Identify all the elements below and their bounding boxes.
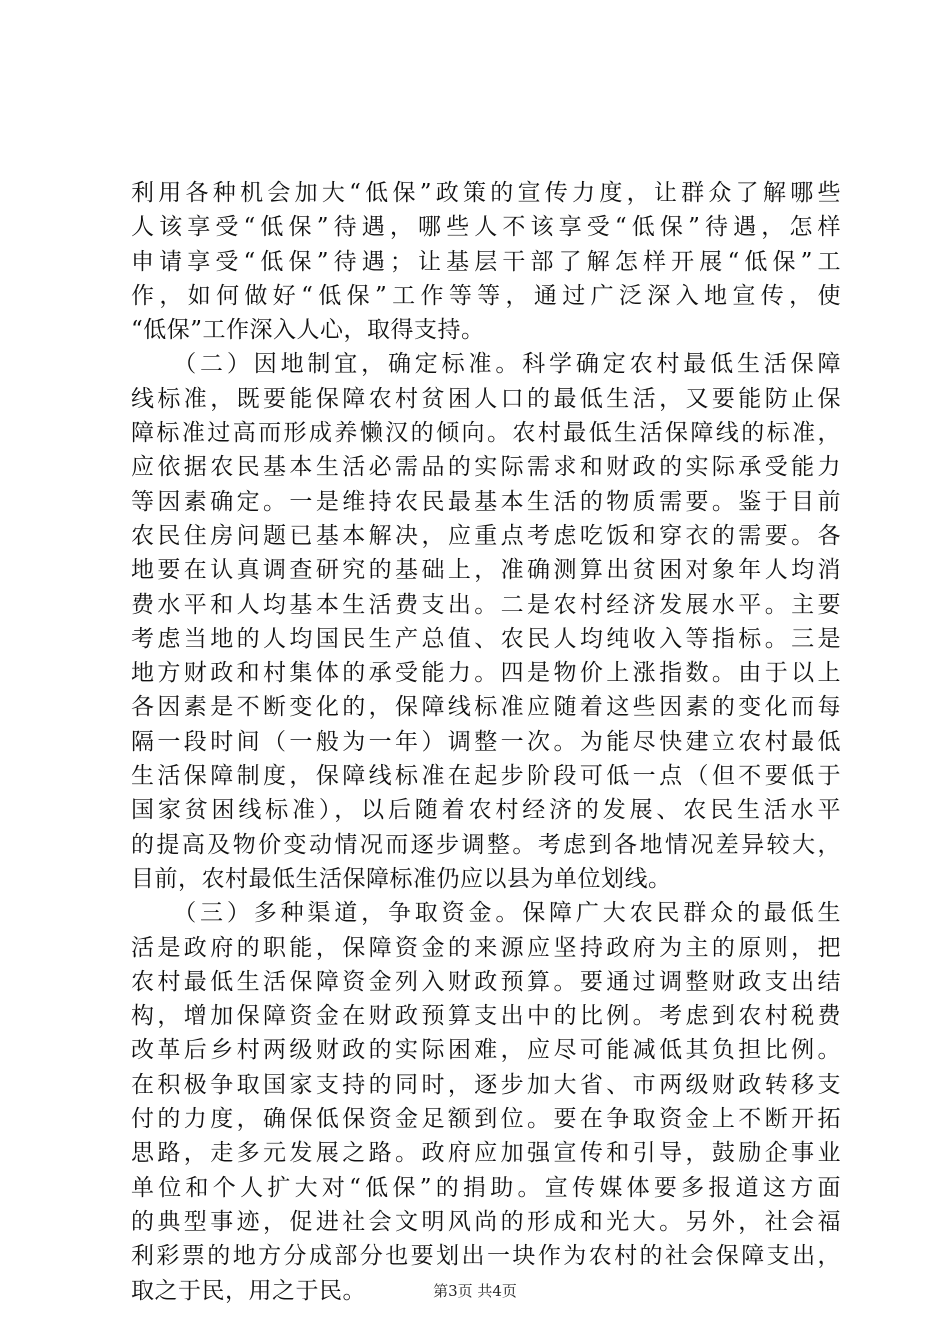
text-line: 目前，农村最低生活保障标准仍应以县为单位划线。 <box>131 865 672 892</box>
text-line: 地要在认真调查研究的基础上，准确测算出贫困对象年人均消 <box>131 557 841 584</box>
text-line: 考虑当地的人均国民生产总值、农民人均纯收入等指标。三是 <box>131 625 841 652</box>
text-line: 线标准，既要能保障农村贫困人口的最低生活，又要能防止保 <box>131 385 841 412</box>
text-line: 的典型事迹，促进社会文明风尚的形成和光大。另外，社会福 <box>131 1208 841 1235</box>
text-line: 各因素是不断变化的，保障线标准应随着这些因素的变化而每 <box>131 694 841 721</box>
text-line: 构，增加保障资金在财政预算支出中的比例。考虑到农村税费 <box>131 1003 841 1030</box>
document-body <box>131 176 841 1308</box>
text-line: 单位和个人扩大对“低保”的捐助。宣传媒体要多报道这方面 <box>131 1174 841 1201</box>
text-line: 农村最低生活保障资金列入财政预算。要通过调整财政支出结 <box>131 968 841 995</box>
text-line: 人该享受“低保”待遇，哪些人不该享受“低保”待遇，怎样 <box>131 214 841 241</box>
text-line: 活是政府的职能，保障资金的来源应坚持政府为主的原则，把 <box>131 934 841 961</box>
text-line: 地方财政和村集体的承受能力。四是物价上涨指数。由于以上 <box>131 660 841 687</box>
text-line: 利用各种机会加大“低保”政策的宣传力度，让群众了解哪些 <box>131 180 841 206</box>
text-line: 思路，走多元发展之路。政府应加强宣传和引导，鼓励企事业 <box>131 1140 841 1167</box>
text-line: 生活保障制度，保障线标准在起步阶段可低一点（但不要低于 <box>131 763 841 790</box>
text-line: 国家贫困线标准），以后随着农村经济的发展、农民生活水平 <box>131 797 841 824</box>
text-line: 作，如何做好“低保”工作等等，通过广泛深入地宣传，使 <box>131 282 841 309</box>
text-line: 费水平和人均基本生活费支出。二是农村经济发展水平。主要 <box>131 591 841 618</box>
text-line: 应依据农民基本生活必需品的实际需求和财政的实际承受能力 <box>131 454 841 481</box>
page-footer: 第3页 共4页 <box>433 1282 517 1300</box>
text-line: 等因素确定。一是维持农民最基本生活的物质需要。鉴于目前 <box>131 488 841 515</box>
text-line: 利彩票的地方分成部分也要划出一块作为农村的社会保障支出， <box>131 1243 841 1270</box>
text-line: 农民住房问题已基本解决，应重点考虑吃饭和穿衣的需要。各 <box>131 522 841 549</box>
text-line: “低保”工作深入人心，取得支持。 <box>131 317 485 344</box>
text-line: （三）多种渠道，争取资金。保障广大农民群众的最低生 <box>131 900 841 927</box>
text-line: （二）因地制宜，确定标准。科学确定农村最低生活保障 <box>131 351 841 378</box>
text-line: 申请享受“低保”待遇；让基层干部了解怎样开展“低保”工 <box>131 248 841 275</box>
text-line: 障标准过高而形成养懒汉的倾向。农村最低生活保障线的标准， <box>131 420 841 447</box>
text-line: 取之于民，用之于民。 <box>131 1277 366 1304</box>
text-line: 付的力度，确保低保资金足额到位。要在争取资金上不断开拓 <box>131 1106 841 1133</box>
text-line: 在积极争取国家支持的同时，逐步加大省、市两级财政转移支 <box>131 1071 841 1098</box>
text-line: 改革后乡村两级财政的实际困难，应尽可能减低其负担比例。 <box>131 1037 841 1064</box>
text-line: 隔一段时间（一般为一年）调整一次。为能尽快建立农村最低 <box>131 728 841 755</box>
text-line: 的提高及物价变动情况而逐步调整。考虑到各地情况差异较大， <box>131 831 841 858</box>
